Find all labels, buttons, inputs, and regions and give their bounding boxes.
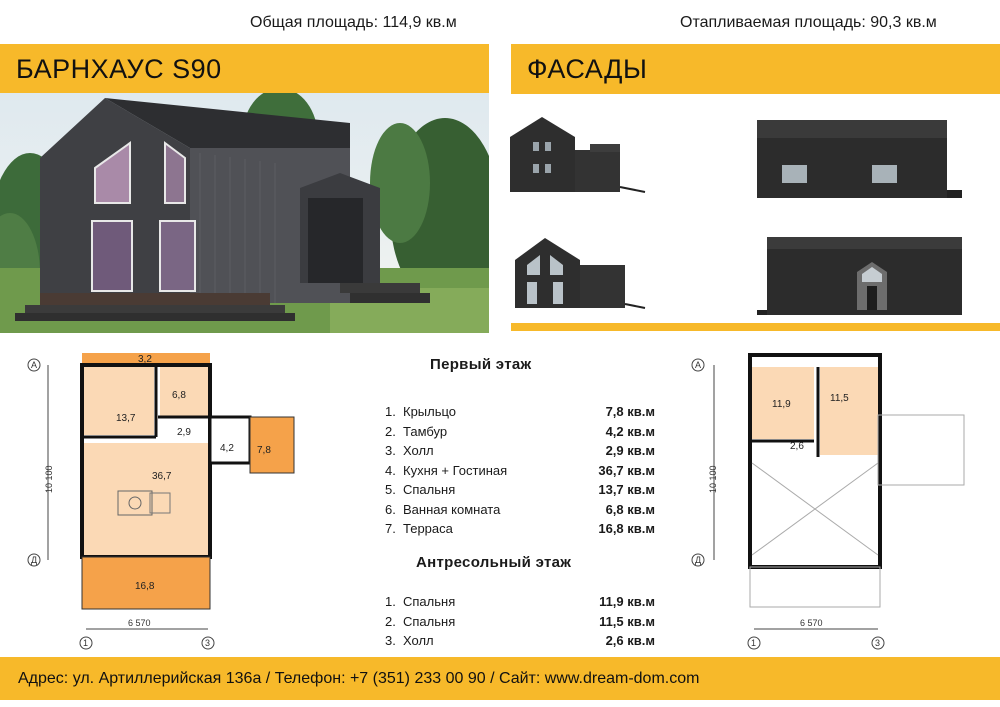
contact-info: Адрес: ул. Артиллерийская 136а / Телефон: +7 (351) 233 00 90 / Сайт: www.dream-dom.com — [18, 669, 700, 687]
plan2-side-dimension: 10 100 — [708, 465, 718, 493]
room-row — [385, 482, 655, 500]
axis-d-marker: Д — [31, 555, 38, 565]
room-area: 2,6 кв.м — [605, 633, 655, 648]
plan1-side-dimension: 10 100 — [44, 465, 54, 493]
room-living-area: 36,7 — [152, 471, 172, 482]
room-area: 36,7 кв.м — [598, 462, 655, 478]
room-label: Холл — [403, 633, 434, 648]
room-area: 11,5 кв.м — [599, 613, 655, 629]
room-label: Тамбур — [403, 423, 448, 439]
plan1-top-dimension: 3,2 — [138, 354, 152, 365]
room-number: 3. — [385, 443, 396, 458]
mezzanine-room-list — [385, 594, 655, 654]
room-row — [385, 502, 655, 520]
room-area: 16,8 кв.м — [598, 521, 655, 536]
facades-bottom-bar — [511, 323, 1000, 331]
facades-title: ФАСАДЫ — [527, 53, 648, 84]
room-porch-area: 7,8 — [257, 445, 271, 456]
room-number: 4. — [385, 462, 396, 478]
room-number: 2. — [385, 423, 396, 439]
room-area: 7,8 кв.м — [605, 404, 655, 419]
room-row — [385, 594, 655, 612]
axis-3-marker: 3 — [205, 638, 211, 648]
plan2-axis-d-marker: Д — [695, 555, 702, 565]
facade-side-left — [505, 112, 650, 197]
room-row — [385, 614, 655, 632]
room-row — [385, 633, 655, 651]
room-area: 11,9 кв.м — [599, 594, 655, 609]
plan2-axis-1-marker: 1 — [751, 638, 757, 648]
room-area: 13,7 кв.м — [598, 482, 655, 497]
room-label: Крыльцо — [403, 404, 457, 419]
room-label: Спальня — [403, 613, 456, 629]
room-number: 1. — [385, 594, 396, 609]
room-number: 3. — [385, 633, 396, 648]
facade-rear — [752, 115, 967, 200]
facade-front — [752, 232, 967, 317]
room-hall2-area: 2,6 — [790, 441, 804, 452]
room-number: 7. — [385, 521, 396, 536]
plan1-bottom-dimension: 6 570 — [128, 618, 151, 628]
room-row — [385, 463, 655, 481]
room-number: 6. — [385, 501, 396, 517]
room-area: 6,8 кв.м — [605, 501, 655, 517]
facades-banner — [511, 44, 1000, 94]
room-label: Холл — [403, 443, 434, 458]
contact-footer — [0, 657, 1000, 700]
facade-side-right — [505, 230, 650, 315]
room-row — [385, 404, 655, 422]
room-label: Спальня — [403, 482, 456, 497]
project-title-banner — [0, 44, 489, 94]
room-area: 2,9 кв.м — [605, 443, 655, 458]
heated-area-label: Отапливаемая площадь: 90,3 кв.м — [680, 14, 937, 31]
total-area-label: Общая площадь: 114,9 кв.м — [250, 14, 457, 31]
room-vestibule-area: 4,2 — [220, 443, 234, 454]
room-hall-area: 2,9 — [177, 427, 191, 438]
axis-1-marker: 1 — [83, 638, 89, 648]
room-row — [385, 443, 655, 461]
first-floor-title: Первый этаж — [430, 356, 532, 373]
first-floor-plan — [20, 343, 320, 653]
first-floor-room-list — [385, 404, 655, 544]
house-render-image — [0, 93, 489, 333]
room-label: Терраса — [403, 521, 453, 536]
mezzanine-plan — [680, 343, 980, 653]
mezzanine-title: Антресольный этаж — [416, 554, 572, 571]
room-terrace-area: 16,8 — [135, 581, 155, 592]
room-number: 5. — [385, 482, 396, 497]
room-bath-area: 6,8 — [172, 390, 186, 401]
room-label: Кухня + Гостиная — [403, 462, 508, 478]
room-area: 4,2 кв.м — [605, 423, 655, 439]
room-row — [385, 521, 655, 539]
room-number: 1. — [385, 404, 396, 419]
plan2-bottom-dimension: 6 570 — [800, 618, 823, 628]
room-bed2-area: 11,5 — [830, 393, 849, 404]
room-bed1-area: 11,9 — [772, 399, 791, 410]
room-bedroom-area: 13,7 — [116, 413, 136, 424]
room-row — [385, 424, 655, 442]
axis-a-marker: А — [31, 360, 38, 370]
project-title: БАРНХАУС S90 — [16, 53, 222, 84]
room-label: Спальня — [403, 594, 456, 609]
plan2-axis-3-marker: 3 — [875, 638, 881, 648]
room-number: 2. — [385, 613, 396, 629]
room-label: Ванная комната — [403, 501, 501, 517]
plan2-axis-a-marker: А — [695, 360, 702, 370]
